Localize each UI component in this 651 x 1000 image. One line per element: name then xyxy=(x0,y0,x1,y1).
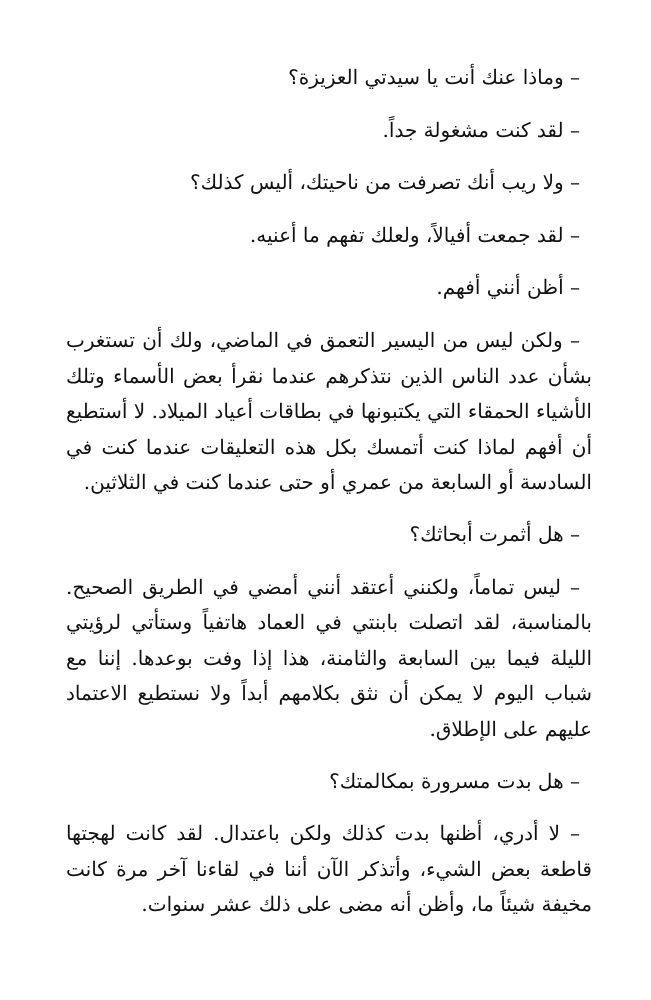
dialogue-paragraph: – لا أدري، أظنها بدت كذلك ولكن باعتدال. لقد كانت لهجتها قاطعة بعض الشيء، وأتذكر الآن أننا في لقاءنا آخر مرة كانت مخيفة شيئاً ما، وأظن أنه مضى على ذلك عشر سنوات. xyxy=(66,821,592,917)
dialogue-line: – ولا ريب أنك تصرفت من ناحيتك، أليس كذلك؟ xyxy=(189,170,580,195)
dialogue-line: – وماذا عنك أنت يا سيدتي العزيزة؟ xyxy=(288,65,580,89)
dialogue-line: – لقد جمعت أفيالاً، ولعلك تفهم ما أعنيه. xyxy=(249,222,580,247)
dialogue-line: – هل بدت مسرورة بمكالمتك؟ xyxy=(329,768,580,793)
book-page xyxy=(66,60,592,939)
dialogue-paragraph: – ليس تماماً، ولكنني أعتقد أنني أمضي في الطريق الصحيح. بالمناسبة، لقد اتصلت بابنتي في العماد هاتفياً وستأتي لرؤيتي الليلة فيما بين السابعة والثامنة، هذا إذا وفت بوعدها. إننا مع شباب اليوم لا يمكن أن نثق بكلامهم أبداً ولا نستطيع الاعتماد عليهم على الإطلاق. xyxy=(66,574,592,741)
dialogue-line: – لقد كنت مشغولة جداً. xyxy=(382,117,580,142)
dialogue-paragraph: – ولكن ليس من اليسير التعمق في الماضي، ولك أن تستغرب بشأن عدد الناس الذين نتذكرهم عندما نقرأ بعض الأسماء وتلك الأشياء الحمقاء التي يكتبونها في بطاقات أعياد الميلاد. لا أستطيع أن أفهم لماذا كنت أتمسك بكل هذه التعليقات عندما كنت في السادسة أو السابعة من عمري أو حتى عندما كنت في الثلاثين. xyxy=(66,327,592,495)
dialogue-line: – هل أثمرت أبحاثك؟ xyxy=(409,521,580,546)
dialogue-line: – أظن أنني أفهم. xyxy=(436,275,580,300)
